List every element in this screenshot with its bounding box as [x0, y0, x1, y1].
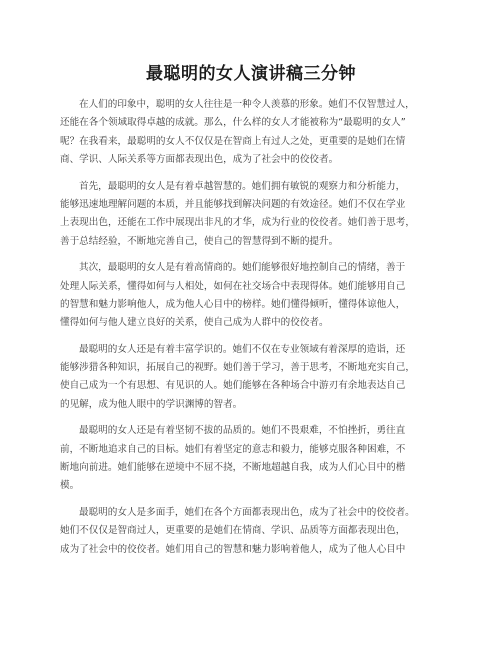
paragraph-1	[60, 96, 446, 170]
paragraph-line: 商、学识、人际关系等方面都表现出色，成为了社会中的佼佼者。	[60, 154, 339, 166]
paragraph-line: 能够迅速地理解问题的本质，并且能够找到解决问题的有效途径。她们不仅在学业	[60, 198, 406, 210]
paragraph-line: 的见解，成为他人眼中的学识渊博的智者。	[60, 398, 243, 410]
paragraph-line: 首先，最聪明的女人是有着卓越智慧的。她们拥有敏锐的观察力和分析能力，	[79, 180, 406, 192]
paragraph-line: 能够涉猎各种知识，拓展自己的视野。她们善于学习，善于思考，不断地充实自己，	[60, 362, 415, 374]
paragraph-line: 断地向前进。她们能够在逆境中不屈不挠，不断地超越自我，成为人们心目中的楷	[60, 462, 406, 474]
paragraph-line: 最聪明的女人是多面手，她们在各个方面都表现出色，成为了社会中的佼佼者。	[79, 506, 415, 518]
paragraph-line: 善于总结经验，不断地完善自己，使自己的智慧得到不断的提升。	[60, 235, 339, 247]
paragraph-5	[60, 422, 446, 496]
paragraph-line: 使自己成为一个有思想、有见识的人。她们能够在各种场合中游刃有余地表达自己	[60, 380, 406, 392]
paragraph-line: 上表现出色，还能在工作中展现出非凡的才华，成为行业的佼佼者。她们善于思考，	[60, 217, 415, 229]
document-body	[60, 96, 446, 567]
paragraph-line: 模。	[60, 480, 80, 492]
paragraph-line: 呢？在我看来，最聪明的女人不仅仅是在智商上有过人之处，更重要的是她们在情	[60, 135, 406, 147]
paragraph-2	[60, 178, 446, 252]
paragraph-line: 处理人际关系，懂得如何与人相处，如何在社交场合中表现得体。她们能够用自己	[60, 280, 406, 292]
paragraph-line: 其次，最聪明的女人是有着高情商的。她们能够很好地控制自己的情绪，善于	[79, 262, 406, 274]
paragraph-line: 她们不仅仅是智商过人，更重要的是她们在情商、学识、品质等方面都表现出色，	[60, 525, 406, 537]
paragraph-line: 在人们的印象中，聪明的女人往往是一种令人羡慕的形象。她们不仅智慧过人，	[79, 99, 415, 110]
paragraph-line: 懂得如何与他人建立良好的关系，使自己成为人群中的佼佼者。	[60, 317, 329, 329]
paragraph-line: 成为了社会中的佼佼者。她们用自己的智慧和魅力影响着他人，成为了他人心目中	[60, 543, 406, 555]
paragraph-line: 最聪明的女人还是有着坚韧不拔的品质的。她们不畏艰难，不怕挫折，勇往直	[79, 425, 406, 437]
paragraph-line: 前，不断地追求自己的目标。她们有着坚定的意志和毅力，能够克服各种困难，不	[60, 443, 406, 455]
paragraph-line: 最聪明的女人还是有着丰富学识的。她们不仅在专业领域有着深厚的造诣，还	[79, 343, 406, 355]
document-title: 最聪明的女人演讲稿三分钟	[146, 64, 356, 84]
paragraph-line: 还能在各个领域取得卓越的成就。那么，什么样的女人才能被称为“最聪明的女人”	[60, 117, 406, 129]
paragraph-line: 的智慧和魅力影响他人，成为他人心目中的榜样。她们懂得倾听，懂得体谅他人，	[60, 298, 406, 310]
paragraph-6	[60, 504, 446, 559]
paragraph-4	[60, 341, 446, 415]
paragraph-3	[60, 259, 446, 333]
